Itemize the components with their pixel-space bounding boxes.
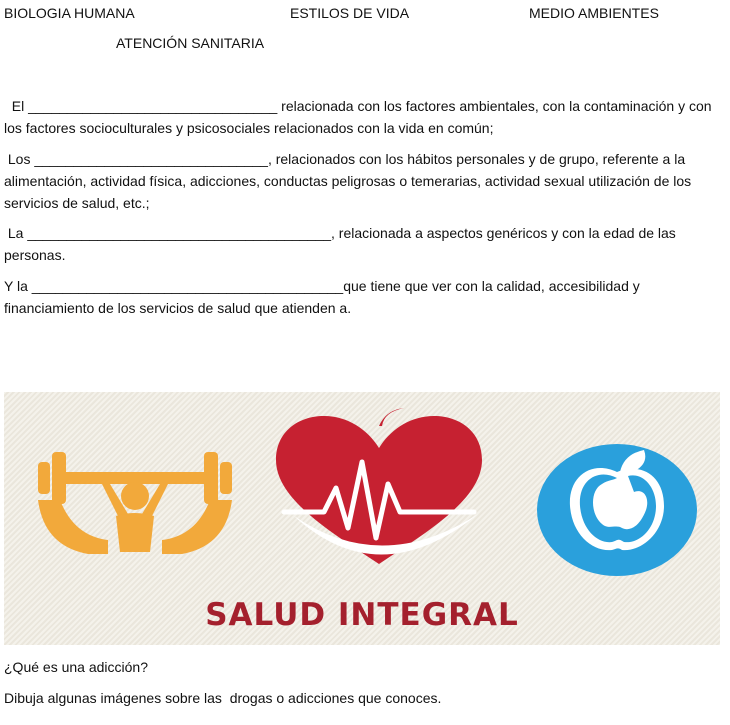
fill-in-blank: ________________________________________: [31, 278, 344, 294]
weightlifter-icon: [30, 434, 240, 564]
heading-medio-ambientes: MEDIO AMBIENTES: [529, 5, 659, 21]
salud-integral-banner: [4, 392, 720, 645]
paragraph-prefix: El: [11, 98, 25, 114]
paragraph-estilos-de-vida: [4, 148, 728, 214]
fill-in-blank: ______________________________: [34, 151, 268, 167]
heading-estilos-de-vida: ESTILOS DE VIDA: [290, 5, 410, 21]
fill-in-blank: ________________________________: [28, 98, 278, 114]
paragraph-text: relacionada con los factores ambientales, con la contaminación y con los factores socioculturales y psicosociales relacionados con la vida en común;: [4, 98, 712, 136]
heart-pulse-icon: [264, 404, 494, 574]
paragraph-text: , relacionada a aspectos genéricos y con la edad de las personas.: [4, 225, 676, 263]
heading-atencion-sanitaria: ATENCIÓN SANITARIA: [116, 35, 265, 51]
fill-in-blank: _______________________________________: [27, 225, 332, 241]
paragraph-prefix: Y la: [4, 278, 28, 294]
heading-biologia-humana: BIOLOGIA HUMANA: [4, 5, 135, 21]
paragraph-biologia: [4, 222, 728, 266]
paragraph-text: que tiene que ver con la calidad, accesibilidad y financiamiento de los servicios de salud que atienden a.: [4, 278, 640, 316]
paragraph-atencion-sanitaria: [4, 275, 728, 319]
paragraph-prefix: Los: [7, 151, 31, 167]
paragraph-prefix: La: [7, 225, 24, 241]
apple-icon: [532, 432, 702, 582]
banner-title: SALUD INTEGRAL: [205, 597, 519, 633]
paragraph-text: , relacionados con los hábitos personales y de grupo, referente a la alimentación, actividad física, adicciones, conductas peligrosas o temerarias, actividad sexual utilización de los servicios de salud, etc.;: [4, 151, 692, 211]
question-adiccion: ¿Qué es una adicción?: [4, 659, 148, 675]
instruction-dibuja: Dibuja algunas imágenes sobre las drogas o adicciones que conoces.: [4, 690, 442, 706]
paragraph-medio-ambiente: [4, 95, 728, 139]
